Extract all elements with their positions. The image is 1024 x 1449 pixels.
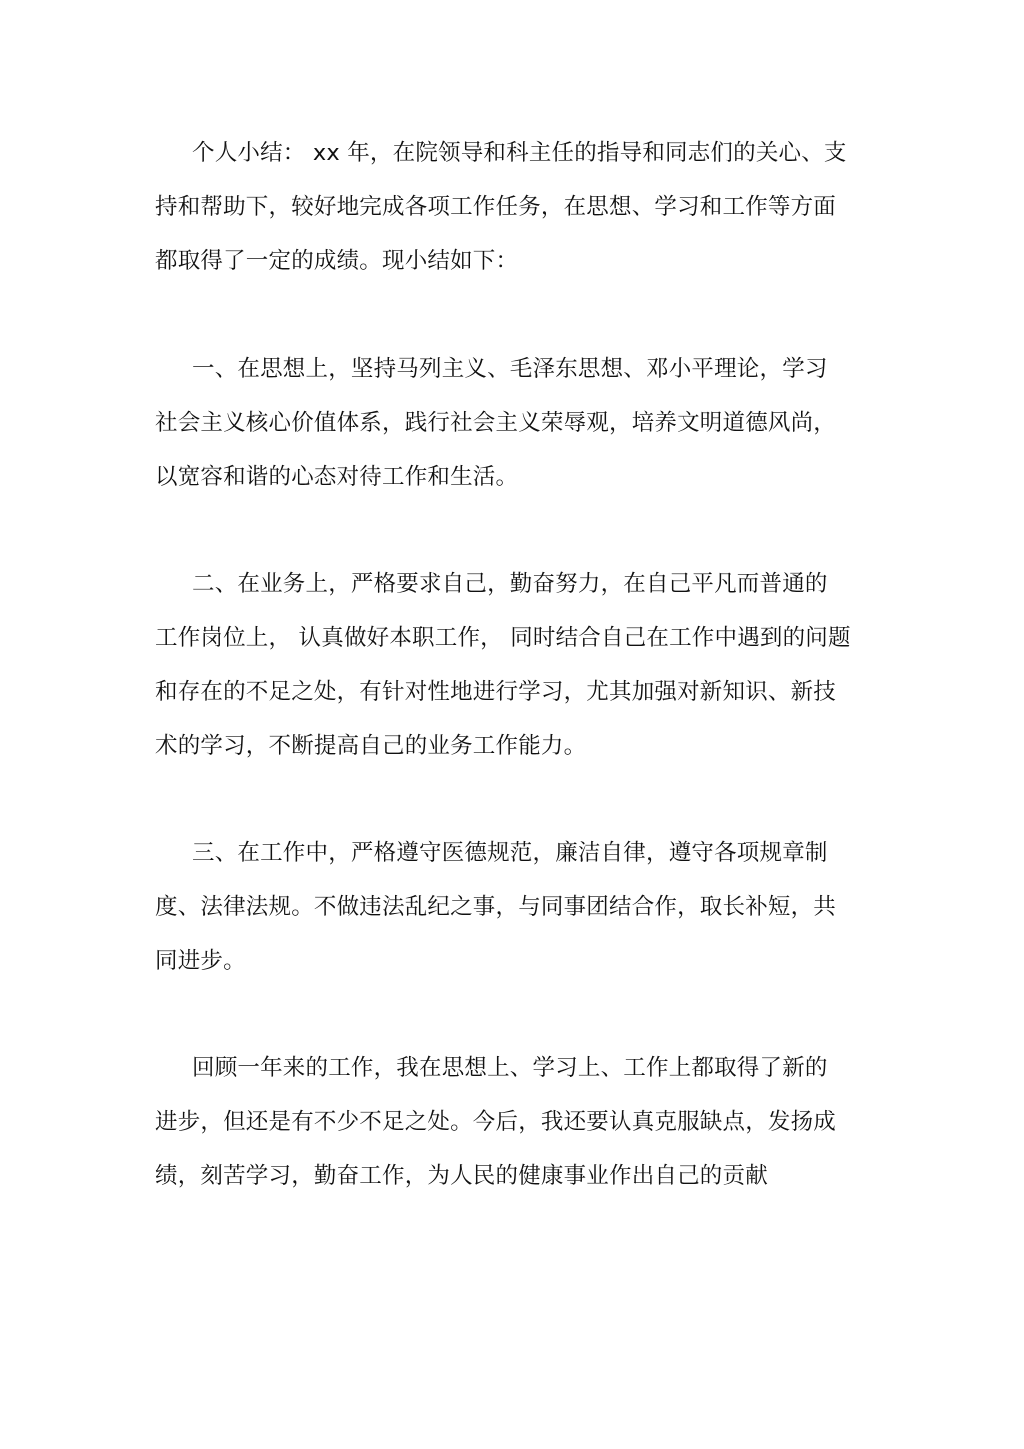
- text-line: 以宽容和谐的心态对待工作和生活。: [155, 464, 519, 490]
- text-line: 二、在业务上，严格要求自己，勤奋努力，在自己平凡而普通的: [192, 571, 828, 597]
- text-line: 术的学习，不断提高自己的业务工作能力。: [155, 733, 587, 759]
- text-line: 绩，刻苦学习，勤奋工作，为人民的健康事业作出自己的贡献: [155, 1163, 768, 1189]
- paragraph-business: [155, 557, 855, 773]
- text-line: 工作岗位上， 认真做好本职工作， 同时结合自己在工作中遇到的问题: [155, 625, 851, 651]
- paragraph-work: [155, 826, 855, 988]
- text-line: 度、法律法规。不做违法乱纪之事，与同事团结合作，取长补短，共: [155, 894, 837, 920]
- text-line: 三、在工作中，严格遵守医德规范，廉洁自律，遵守各项规章制: [192, 840, 828, 866]
- text-line: 社会主义核心价值体系，践行社会主义荣辱观，培养文明道德风尚，: [155, 410, 837, 436]
- text-line: 同进步。: [155, 948, 246, 974]
- text-line: 回顾一年来的工作，我在思想上、学习上、工作上都取得了新的: [192, 1055, 828, 1081]
- text-line: 进步，但还是有不少不足之处。今后，我还要认真克服缺点，发扬成: [155, 1109, 837, 1135]
- paragraph-thought: [155, 342, 855, 504]
- paragraph-intro: [155, 126, 855, 288]
- paragraph-review: [155, 1041, 855, 1203]
- text-line: 都取得了一定的成绩。现小结如下：: [155, 248, 519, 274]
- text-line: 一、在思想上，坚持马列主义、毛泽东思想、邓小平理论，学习: [192, 356, 828, 382]
- text-line: 持和帮助下，较好地完成各项工作任务，在思想、学习和工作等方面: [155, 194, 837, 220]
- text-line: 和存在的不足之处，有针对性地进行学习，尤其加强对新知识、新技: [155, 679, 837, 705]
- text-line: 个人小结： xx 年，在院领导和科主任的指导和同志们的关心、支: [192, 140, 847, 166]
